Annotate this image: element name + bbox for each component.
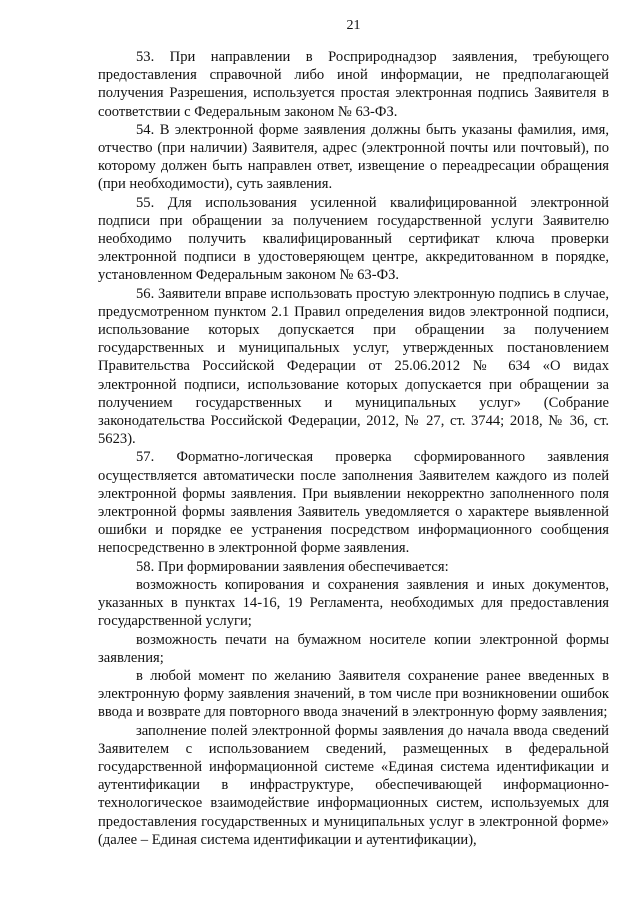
paragraph-58-item-printing: возможность печати на бумажном носителе копии электронной формы заявления; xyxy=(98,631,609,666)
page-number: 21 xyxy=(346,18,361,33)
paragraph-53: 53. При направлении в Росприроднадзор заявления, требующего предоставления справочной либо иной информации, не предполагающей получения Разрешения, используется простая электронная подпись Заявителя в соответствии с Федеральным законом № 63-ФЗ. xyxy=(98,49,609,120)
document-body xyxy=(98,48,609,849)
paragraph-58-item-copying: возможность копирования и сохранения заявления и иных документов, указанных в пунктах 14-16, 19 Регламента, необходимых для предоставления государственной услуги; xyxy=(98,576,609,630)
paragraph-58: 58. При формировании заявления обеспечивается: xyxy=(136,558,449,575)
paragraph-58-item-saving: в любой момент по желанию Заявителя сохранение ранее введенных в электронную форму заявления значений, в том числе при возникновении ошибок ввода и возврате для повторного ввода значений в электронную форму заявления; xyxy=(98,667,609,721)
paragraph-58-item-prefill: заполнение полей электронной формы заявления до начала ввода сведений Заявителем с использованием сведений, размещенных в федеральной государственной информационной системе «Единая система идентификации и аутентификации в инфраструктуре, обеспечивающей информационно-технологическое взаимодействие информационных систем, используемых для предоставления государственных и муниципальных услуг в электронной форме» (далее – Единая система идентификации и аутентификации), xyxy=(98,722,609,848)
paragraph-57: 57. Форматно-логическая проверка сформированного заявления осуществляется автоматически после заполнения Заявителем каждого из полей электронной формы заявления. При выявлении некорректно заполненного поля электронной формы заявления Заявитель уведомляется о характере выявленной ошибки и порядке ее устранения посредством информационного сообщения непосредственно в электронной форме заявления. xyxy=(98,449,609,557)
paragraph-54: 54. В электронной форме заявления должны быть указаны фамилия, имя, отчество (при наличии) Заявителя, адрес (электронной почты или почтовый), по которому должен быть направлен ответ, извещение о переадресации обращения (при необходимости), суть заявления. xyxy=(98,121,609,193)
paragraph-55: 55. Для использования усиленной квалифицированной электронной подписи при обращении за получением государственной услуги Заявителю необходимо получить квалифицированный сертификат ключа проверки электронной подписи в удостоверяющем центре, аккредитованном в порядке, установленном Федеральным законом № 63-ФЗ. xyxy=(98,194,609,284)
paragraph-56: 56. Заявители вправе использовать простую электронную подпись в случае, предусмотренном пунктом 2.1 Правил определения видов электронной подписи, использование которых допускается при обращении за получением государственных и муниципальных услуг, утвержденных постановлением Правительства Российской Федерации от 25.06.2012 № 634 «О видах электронной подписи, использование которых допускается при обращении за получением государственных и муниципальных услуг» (Собрание законодательства Российской Федерации, 2012, № 27, ст. 3744; 2018, № 36, ст. 5623). xyxy=(98,285,609,448)
